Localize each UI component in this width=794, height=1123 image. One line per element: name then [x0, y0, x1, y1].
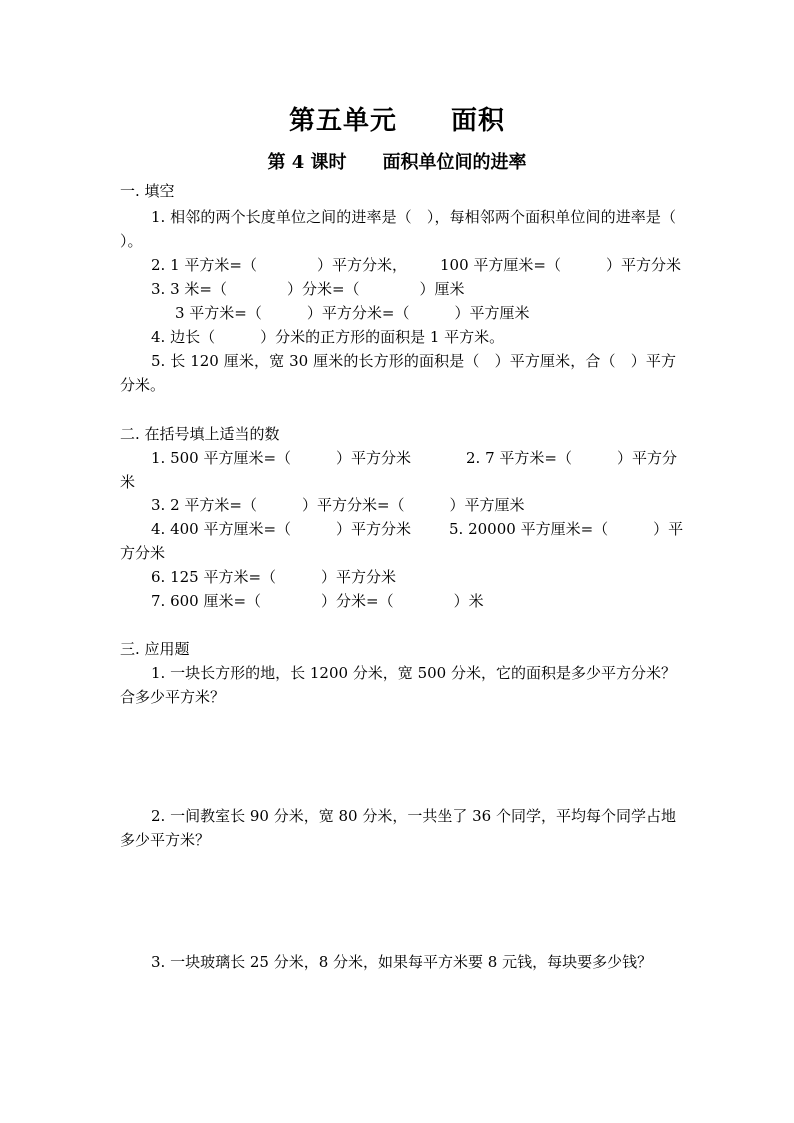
section2-question-5-continued: 方分米: [120, 544, 166, 562]
section3-question-2: 2. 一间教室长 90 分米，宽 80 分米，一共坐了 36 个同学，平均每个同学占地多少平方米？: [120, 807, 676, 849]
section2-question-7: 7. 600 厘米=（ ）分米=（ ）米: [151, 592, 484, 610]
page-title: 第五单元 面积: [288, 106, 505, 136]
section2-question-2-continued: 米: [120, 473, 136, 491]
section1-question-2a: 2. 1 平方米=（ ）平方分米，: [151, 256, 407, 274]
section3-question-3: 3. 一块玻璃长 25 分米，8 分米，如果每平方米要 8 元钱，每块要多少钱？: [151, 953, 653, 971]
section1-question-3b: 3 平方米=（ ）平方分米=（ ）平方厘米: [175, 304, 530, 322]
section1-question-1: 1. 相邻的两个长度单位之间的进率是（ ），每相邻两个面积单位间的进率是（ ）。: [120, 208, 676, 250]
section1-question-5: 5. 长 120 厘米，宽 30 厘米的长方形的面积是（ ）平方厘米，合（ ）平方分米。: [120, 352, 676, 394]
section3-heading: 三. 应用题: [120, 640, 190, 658]
section1-question-3a: 3. 3 米=（ ）分米=（ ）厘米: [151, 280, 465, 298]
section2-question-6: 6. 125 平方米=（ ）平方分米: [151, 568, 397, 586]
section2-question-5: 5. 20000 平方厘米=（ ）平: [449, 520, 684, 538]
section2-heading: 二. 在括号填上适当的数: [120, 425, 280, 443]
section2-question-1: 1. 500 平方厘米=（ ）平方分米: [151, 449, 412, 467]
lesson-subtitle: 第 4 课时 面积单位间的进率: [267, 152, 527, 173]
section1-question-2b: 100 平方厘米=（ ）平方分米: [440, 256, 681, 274]
section1-question-4: 4. 边长（ ）分米的正方形的面积是 1 平方米。: [151, 328, 505, 346]
section2-question-2: 2. 7 平方米=（ ）平方分: [466, 449, 677, 467]
section3-question-1: 1. 一块长方形的地，长 1200 分米，宽 500 分米，它的面积是多少平方分米？合多少平方米？: [120, 664, 676, 706]
section1-heading: 一. 填空: [120, 182, 175, 200]
section2-question-4: 4. 400 平方厘米=（ ）平方分米: [151, 520, 412, 538]
section2-question-3: 3. 2 平方米=（ ）平方分米=（ ）平方厘米: [151, 496, 525, 514]
